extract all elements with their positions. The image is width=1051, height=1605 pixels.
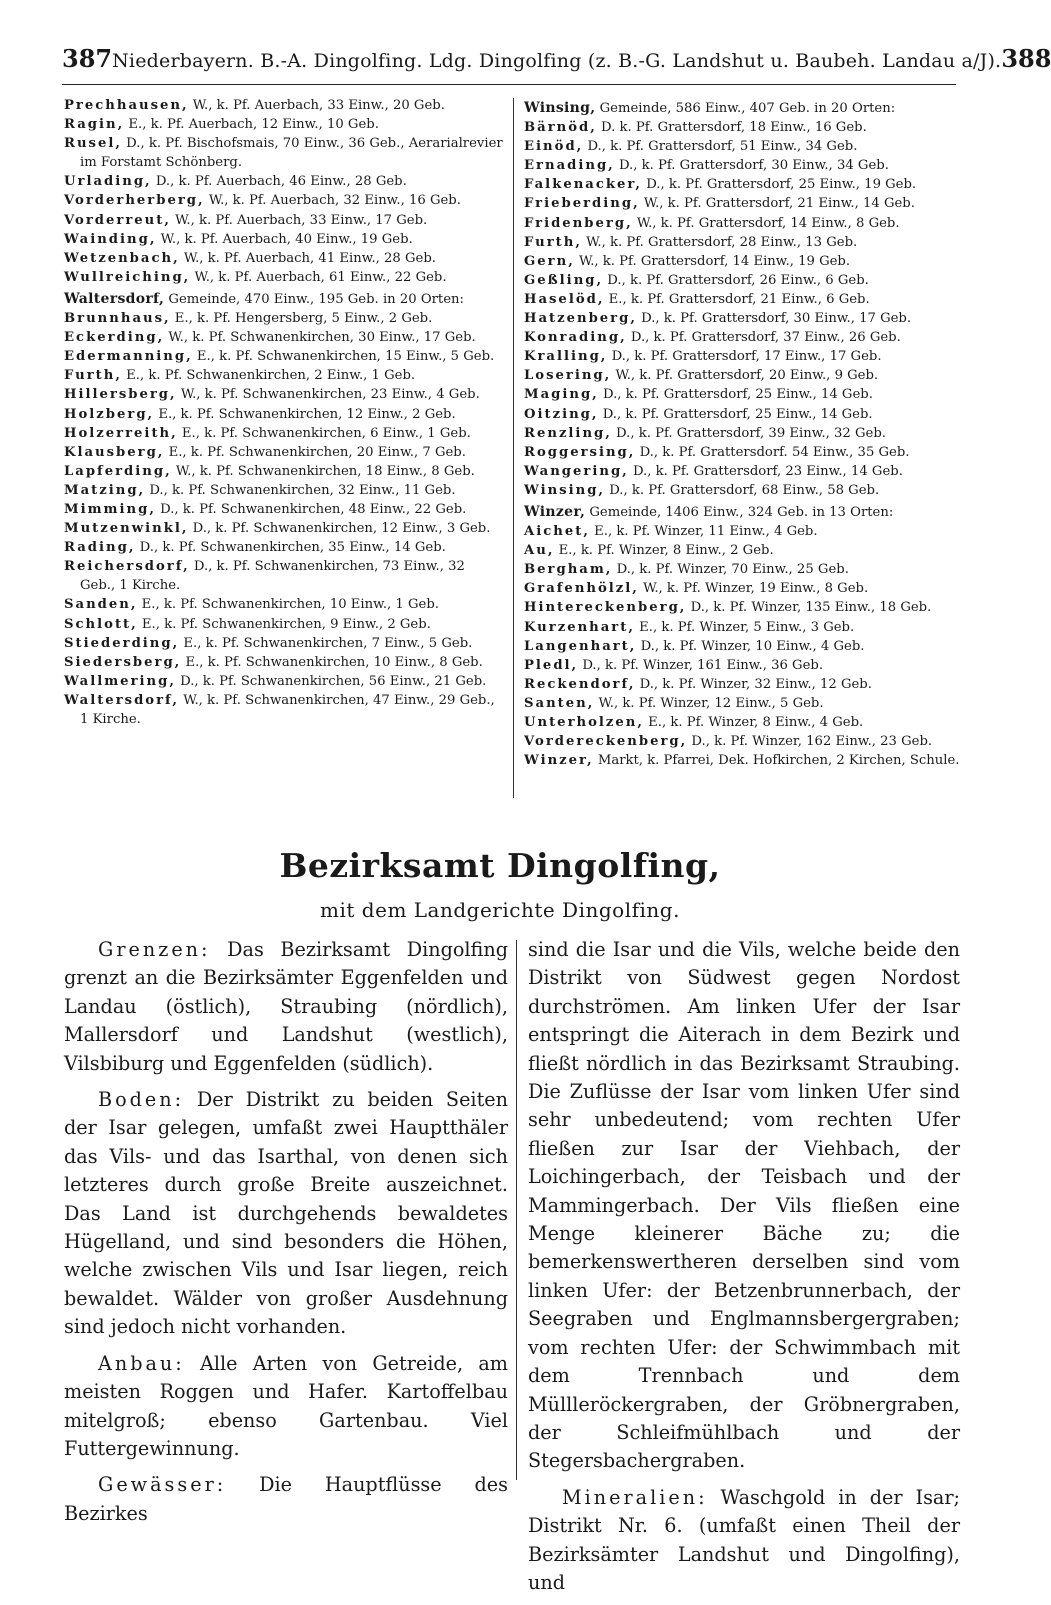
prose-column-right (528, 936, 960, 1605)
paragraph-key: Anbau: (98, 1351, 185, 1375)
place-entry (524, 443, 960, 462)
page-number-left: 387 (62, 44, 113, 73)
place-entry (64, 538, 504, 557)
place-entry (64, 347, 504, 366)
paragraph-gewaesser (64, 1471, 508, 1528)
place-name: Bärnöd, (524, 120, 597, 136)
paragraph-text: Waschgold in der Isar; Distrikt Nr. 6. (umfaßt einen Theil der Bezirksämter Landshut und Dingolfing), und (528, 1485, 960, 1594)
paragraph-key: Mineralien: (562, 1485, 708, 1509)
place-entry (64, 519, 504, 538)
place-details: D., k. Pf. Grattersdorf, 30 Einw., 17 Geb. (636, 311, 912, 327)
place-entry (524, 560, 960, 579)
place-name: Klausberg, (64, 444, 165, 460)
place-name: Furth, (524, 234, 582, 250)
directory-column-left (64, 96, 504, 729)
place-details: D., k. Pf. Winzer, 162 Einw., 23 Geb. (687, 734, 933, 750)
place-details: W., k. Pf. Auerbach, 33 Einw., 17 Geb. (170, 212, 428, 228)
place-name: Wetzenbach, (64, 250, 180, 266)
place-entry (524, 385, 960, 404)
place-entry (524, 156, 960, 175)
place-name: Winzer, (524, 503, 586, 520)
place-name: Sanden, (64, 597, 138, 613)
gemeinde-entry (524, 503, 960, 522)
place-details: E., k. Pf. Schwanenkirchen, 2 Einw., 1 Geb. (121, 368, 416, 384)
place-entry (524, 732, 960, 751)
place-details: Gemeinde, 1406 Einw., 324 Geb. in 13 Orten: (585, 504, 894, 520)
place-details: W., k. Pf. Schwanenkirchen, 23 Einw., 4 Geb. (176, 387, 480, 403)
place-name: Brunnhaus, (64, 311, 171, 327)
place-entry (64, 653, 504, 672)
place-details: D., k. Pf. Winzer, 70 Einw., 25 Geb. (612, 562, 849, 578)
place-details: D., k. Pf. Grattersdorf, 51 Einw., 34 Geb. (583, 139, 858, 155)
section-subtitle: mit dem Landgerichte Dingolfing. (320, 898, 680, 922)
place-entry (64, 134, 504, 172)
place-details: D., k. Pf. Schwanenkirchen, 12 Einw., 3 Geb. (188, 521, 491, 537)
place-entry (64, 424, 504, 443)
place-name: Holzberg, (64, 406, 155, 422)
place-name: Winsing, (524, 100, 596, 116)
place-entry (524, 481, 960, 500)
place-name: Waltersdorf, (64, 692, 180, 708)
place-entry (524, 175, 960, 194)
place-details: E., k. Pf. Winzer, 5 Einw., 3 Geb. (634, 619, 855, 635)
column-divider (516, 940, 517, 1480)
place-details: E., k. Pf. Schwanenkirchen, 10 Einw., 1 Geb. (137, 597, 439, 613)
place-entry (64, 557, 504, 595)
place-name: Frieberding, (524, 196, 640, 212)
place-name: Pledl, (524, 657, 579, 673)
place-details: D., k. Pf. Auerbach, 46 Einw., 28 Geb. (151, 174, 407, 190)
directory-column-right (524, 96, 960, 770)
place-name: Hatzenberg, (524, 311, 637, 327)
prose-column-left (64, 936, 508, 1536)
place-details: D., k. Pf. Bischofsmais, 70 Einw., 36 Geb., Aerarialrevier im Forstamt Schönberg. (80, 136, 503, 171)
place-entry (524, 214, 960, 233)
place-details: W., k. Pf. Winzer, 19 Einw., 8 Geb. (638, 581, 869, 597)
place-details: E., k. Pf. Winzer, 11 Einw., 4 Geb. (589, 524, 818, 540)
place-name: Grafenhölzl, (524, 581, 639, 597)
gemeinde-entry (524, 99, 960, 118)
place-name: Santen, (524, 695, 595, 711)
place-entry (64, 309, 504, 328)
place-entry (64, 385, 504, 404)
place-name: Rusel, (64, 136, 122, 152)
place-details: Gemeinde, 470 Einw., 195 Geb. in 20 Orten: (164, 291, 464, 307)
place-name: Mimming, (64, 501, 156, 517)
place-name: Kurzenhart, (524, 619, 635, 635)
place-details: D., k. Pf. Grattersdorf, 25 Einw., 14 Geb. (598, 406, 873, 422)
page-number-right: 388 (1001, 44, 1051, 73)
place-name: Rading, (64, 540, 136, 556)
place-details: W., k. Pf. Auerbach, 40 Einw., 19 Geb. (156, 231, 413, 247)
paragraph-text: Das Bezirksamt Dingolfing grenzt an die Bezirksämter Eggenfelden und Landau (östlich), Straubing (nördlich), Mallersdorf und Landshut (westlich), Vilsbiburg und Eggenfelden (südlich). (64, 938, 508, 1075)
place-name: Kralling, (524, 349, 608, 365)
place-name: Konrading, (524, 330, 627, 346)
place-details: D., k. Pf. Grattersdorf, 23 Einw., 14 Geb. (628, 463, 903, 479)
place-details: E., k. Pf. Schwanenkirchen, 15 Einw., 5 Geb. (192, 349, 495, 365)
column-divider (513, 98, 514, 798)
place-details: E., k. Pf. Winzer, 8 Einw., 4 Geb. (643, 715, 864, 730)
place-name: Wallmering, (64, 673, 176, 689)
place-name: Langenhart, (524, 638, 637, 654)
place-name: Vorderherberg, (64, 193, 205, 209)
place-name: Au, (524, 543, 555, 559)
place-name: Edermanning, (64, 349, 193, 365)
place-details: E., k. Pf. Auerbach, 12 Einw., 10 Geb. (124, 117, 379, 133)
place-name: Siedersberg, (64, 654, 182, 670)
place-name: Prechhausen, (64, 98, 189, 113)
place-entry (64, 481, 504, 500)
paragraph-key: Boden: (98, 1088, 185, 1112)
place-entry (64, 634, 504, 653)
place-name: Aichet, (524, 524, 590, 540)
place-details: D., k. Pf. Winzer, 161 Einw., 36 Geb. (578, 657, 824, 673)
place-name: Reckendorf, (524, 676, 636, 692)
place-name: Mutzenwinkl, (64, 521, 189, 537)
place-entry (524, 194, 960, 213)
place-details: W., k. Pf. Grattersdorf, 28 Einw., 13 Geb. (581, 234, 858, 250)
place-details: Gemeinde, 586 Einw., 407 Geb. in 20 Orten: (595, 101, 896, 116)
section-title: Bezirksamt Dingolfing, (279, 846, 721, 885)
place-entry (64, 672, 504, 691)
place-details: W., k. Pf. Auerbach, 41 Einw., 28 Geb. (179, 250, 436, 266)
place-name: Matzing, (64, 482, 146, 498)
place-entry (524, 618, 960, 637)
place-details: D., k. Pf. Winzer, 10 Einw., 4 Geb. (636, 638, 865, 654)
place-name: Wainding, (64, 231, 157, 247)
place-entry (524, 424, 960, 443)
place-details: D., k. Pf. Grattersdorf, 39 Einw., 32 Geb. (611, 425, 886, 441)
paragraph-text: Die Hauptflüsse des Bezirkes (64, 1473, 508, 1525)
place-entry (524, 675, 960, 694)
gemeinde-entry (64, 290, 504, 309)
place-entry (524, 656, 960, 675)
place-entry (64, 211, 504, 230)
place-details: W., k. Pf. Grattersdorf, 21 Einw., 14 Geb. (639, 196, 915, 212)
place-details: E., k. Pf. Schwanenkirchen, 20 Einw., 7 Geb. (164, 444, 466, 460)
place-name: Wangering, (524, 463, 629, 479)
place-entry (524, 252, 960, 271)
place-details: D., k. Pf. Winzer, 32 Einw., 12 Geb. (635, 676, 872, 692)
place-entry (524, 271, 960, 290)
place-name: Roggersing, (524, 444, 636, 460)
place-entry (64, 191, 504, 210)
place-name: Einöd, (524, 139, 584, 155)
place-name: Maging, (524, 387, 599, 403)
place-name: Vordereckenberg, (524, 734, 688, 750)
place-entry (524, 290, 960, 309)
place-entry (524, 118, 960, 137)
place-entry (64, 268, 504, 287)
place-details: D., k. Pf. Grattersdorf, 37 Einw., 26 Geb. (626, 330, 901, 346)
place-entry (64, 172, 504, 191)
paragraph-key: Gewässer: (98, 1473, 227, 1497)
paragraph-text: Der Distrikt zu beiden Seiten der Isar gelegen, umfaßt zwei Hauptthäler das Vils- und das Isarthal, von denen sich letzteres durch große Breite auszeichnet. Das Land ist durchgehends bewaldetes Hügelland, und sind besonders die Höhen, welche zwischen Vils und Isar liegen, reich bewaldet. Wälder von großer Ausdehnung sind jedoch nicht vorhanden. (64, 1088, 508, 1339)
paragraph-anbau (64, 1350, 508, 1464)
paragraph-boden (64, 1086, 508, 1342)
place-name: Holzerreith, (64, 425, 178, 441)
place-entry (524, 328, 960, 347)
place-entry (64, 462, 504, 481)
place-details: E., k. Pf. Schwanenkirchen, 10 Einw., 8 Geb. (181, 654, 483, 670)
place-entry (64, 328, 504, 347)
place-entry (524, 637, 960, 656)
paragraph-key: Grenzen: (98, 938, 211, 961)
place-name: Winzer, (524, 753, 594, 769)
place-entry (524, 541, 960, 560)
place-details: D., k. Pf. Schwanenkirchen, 56 Einw., 21 Geb. (175, 673, 487, 689)
place-entry (64, 96, 504, 115)
place-name: Reichersdorf, (64, 559, 190, 575)
place-details: D., k. Pf. Grattersdorf, 68 Einw., 58 Geb. (605, 482, 880, 498)
place-details: D., k. Pf. Schwanenkirchen, 35 Einw., 14 Geb. (135, 540, 446, 556)
paragraph-gewaesser-continued: sind die Isar und die Vils, welche beide den Distrikt von Südwest gegen Nordost durchströmen. Am linken Ufer der Isar entspringt die Aiterach in dem Bezirk und fließt nördlich in das Bezirksamt Straubing. Die Zuflüsse der Isar vom linken Ufer sind sehr unbedeutend; vom rechten Ufer fließen zur Isar der Viehbach, der Loichingerbach, der Teisbach und der Mammingerbach. Der Vils fließen eine Menge kleinerer Bäche zu; die bemerkenswertheren derselben sind vom linken Ufer: der Betzenbrunnerbach, der Seegraben und Englmannsbergergraben; vom rechten Ufer: der Schwimmbach mit dem Trennbach und dem Müllleröckergraben, der Gröbnergraben, der Schleifmühlbach und der Stegersbachergraben. (528, 938, 960, 1473)
place-details: W., k. Pf. Schwanenkirchen, 30 Einw., 17 Geb. (164, 330, 476, 346)
place-name: Ernading, (524, 158, 615, 174)
place-entry (524, 462, 960, 481)
place-entry (64, 500, 504, 519)
place-entry (524, 713, 960, 732)
place-details: D., k. Pf. Schwanenkirchen, 32 Einw., 11 Geb. (145, 482, 456, 498)
place-entry (64, 595, 504, 614)
place-name: Gern, (524, 253, 575, 269)
place-entry (524, 366, 960, 385)
paragraph-grenzen (64, 936, 508, 1078)
place-name: Unterholzen, (524, 715, 644, 730)
place-details: E., k. Pf. Winzer, 8 Einw., 2 Geb. (554, 543, 774, 559)
place-details: E., k. Pf. Hengersberg, 5 Einw., 2 Geb. (170, 311, 433, 327)
place-details: W., k. Pf. Auerbach, 32 Einw., 16 Geb. (204, 193, 461, 209)
place-details: D., k. Pf. Grattersdorf, 25 Einw., 14 Geb. (598, 387, 873, 403)
place-entry (524, 137, 960, 156)
place-name: Ragin, (64, 117, 125, 133)
place-name: Schlott, (64, 616, 138, 632)
place-details: W., k. Pf. Grattersdorf, 20 Einw., 9 Geb. (611, 368, 879, 384)
place-details: D., k. Pf. Schwanenkirchen, 73 Einw., 32 Geb., 1 Kirche. (80, 559, 465, 594)
place-name: Oitzing, (524, 406, 599, 422)
place-entry (524, 598, 960, 617)
place-entry (64, 443, 504, 462)
place-entry (64, 230, 504, 249)
place-name: Hillersberg, (64, 387, 177, 403)
place-entry (64, 366, 504, 385)
place-name: Renzling, (524, 425, 612, 441)
place-entry (524, 579, 960, 598)
place-name: Waltersdorf, (64, 290, 165, 307)
place-name: Haselöd, (524, 291, 605, 307)
place-name: Hintereckenberg, (524, 600, 687, 616)
place-name: Winsing, (524, 482, 606, 498)
place-details: D., k. Pf. Schwanenkirchen, 48 Einw., 22 Geb. (155, 501, 467, 517)
place-details: E., k. Pf. Grattersdorf, 21 Einw., 6 Geb. (604, 291, 870, 307)
place-name: Losering, (524, 368, 612, 384)
place-details: D., k. Pf. Grattersdorf, 17 Einw., 17 Geb. (607, 349, 882, 365)
place-details: D. k. Pf. Grattersdorf, 18 Einw., 16 Geb. (596, 120, 867, 136)
place-entry (64, 691, 504, 729)
place-entry (524, 694, 960, 713)
place-name: Bergham, (524, 562, 613, 578)
place-name: Falkenacker, (524, 177, 642, 193)
place-details: D., k. Pf. Grattersdorf, 30 Einw., 34 Geb. (614, 158, 889, 174)
place-name: Lapferding, (64, 463, 172, 479)
place-details: D., k. Pf. Grattersdorf, 25 Einw., 19 Geb. (642, 177, 917, 193)
place-details: D., k. Pf. Grattersdorf. 54 Einw., 35 Geb. (635, 444, 910, 460)
place-details: W., k. Pf. Auerbach, 33 Einw., 20 Geb. (188, 98, 445, 113)
place-name: Eckerding, (64, 330, 165, 346)
place-entry (524, 347, 960, 366)
place-name: Wullreiching, (64, 269, 191, 285)
place-name: Furth, (64, 368, 122, 384)
place-details: W., k. Pf. Grattersdorf, 14 Einw., 8 Geb. (632, 215, 900, 231)
place-details: E., k. Pf. Schwanenkirchen, 12 Einw., 2 Geb. (154, 406, 456, 422)
place-entry (524, 751, 960, 770)
place-entry (64, 249, 504, 268)
paragraph-mineralien (528, 1484, 960, 1598)
place-name: Urlading, (64, 174, 152, 190)
place-details: W., k. Pf. Grattersdorf, 14 Einw., 19 Geb. (574, 253, 851, 269)
place-name: Stiederding, (64, 635, 180, 651)
header-title: Niederbayern. B.-A. Dingolfing. Ldg. Dingolfing (z. B.-G. Landshut u. Baubeh. Landau a/J). (112, 50, 1002, 72)
place-entry (524, 522, 960, 541)
place-entry (64, 405, 504, 424)
place-details: W., k. Pf. Schwanenkirchen, 18 Einw., 8 Geb. (171, 463, 475, 479)
place-name: Fridenberg, (524, 215, 633, 231)
place-entry (524, 233, 960, 252)
place-details: W., k. Pf. Schwanenkirchen, 47 Einw., 29 Geb., 1 Kirche. (80, 692, 495, 727)
place-details: D., k. Pf. Winzer, 135 Einw., 18 Geb. (686, 600, 932, 616)
place-details: E., k. Pf. Schwanenkirchen, 9 Einw., 2 Geb. (137, 616, 431, 632)
place-details: E., k. Pf. Schwanenkirchen, 6 Einw., 1 Geb. (177, 425, 471, 441)
place-details: W., k. Pf. Winzer, 12 Einw., 5 Geb. (594, 695, 824, 711)
place-details: E., k. Pf. Schwanenkirchen, 7 Einw., 5 Geb. (179, 635, 473, 651)
place-name: Vorderreut, (64, 212, 171, 228)
place-details: Markt, k. Pfarrei, Dek. Hofkirchen, 2 Kirchen, Schule. (593, 753, 960, 769)
place-details: D., k. Pf. Grattersdorf, 26 Einw., 6 Geb. (603, 272, 869, 288)
paragraph-text: Alle Arten von Getreide, am meisten Roggen und Hafer. Kartoffelbau mitelgroß; ebenso Gartenbau. Viel Futtergewinnung. (64, 1351, 508, 1460)
place-entry (64, 615, 504, 634)
place-name: Geßling, (524, 272, 604, 288)
place-entry (524, 405, 960, 424)
running-header (62, 44, 1051, 85)
place-entry (64, 115, 504, 134)
place-details: W., k. Pf. Auerbach, 61 Einw., 22 Geb. (190, 269, 447, 285)
place-entry (524, 309, 960, 328)
